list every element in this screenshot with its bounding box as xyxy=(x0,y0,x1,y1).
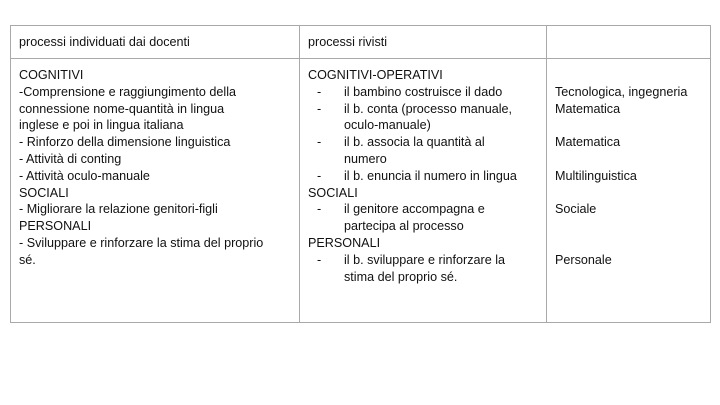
col2-line xyxy=(308,269,517,286)
col3-line: Multilinguistica xyxy=(555,168,637,183)
column-divider-1 xyxy=(299,26,300,322)
col3-line: Sociale xyxy=(555,202,597,217)
column-divider-2 xyxy=(546,26,547,322)
col2-line xyxy=(308,117,517,134)
col1-line: connessione nome-quantità in lingua xyxy=(19,101,225,116)
col2-line xyxy=(308,218,517,235)
col2-line-text: il b. associa la quantità al xyxy=(344,135,485,150)
col2-line xyxy=(308,201,517,218)
col1-line: - Attività di conting xyxy=(19,151,122,166)
col1-line: sé. xyxy=(19,252,36,267)
list-dash: - xyxy=(317,101,322,116)
col3-line xyxy=(555,67,687,84)
col2-line-text: il b. sviluppare e rinforzare la xyxy=(344,252,505,267)
col2-line xyxy=(308,252,517,269)
col3-line xyxy=(555,151,687,168)
col3-line xyxy=(555,218,687,235)
col2-line-text: PERSONALI xyxy=(308,235,381,250)
column-rivisti xyxy=(308,67,517,285)
list-dash: - xyxy=(317,168,322,183)
col1-line: - Migliorare la relazione genitori-figli xyxy=(19,202,218,217)
col3-line: Personale xyxy=(555,252,612,267)
col2-line xyxy=(308,168,517,185)
col1-line: - Attività oculo-manuale xyxy=(19,168,150,183)
col2-line xyxy=(308,151,517,168)
col1-line: SOCIALI xyxy=(19,185,69,200)
header-col1: processi individuati dai docenti xyxy=(19,35,190,49)
col2-line-text: stima del proprio sé. xyxy=(344,269,458,284)
col2-line-text: numero xyxy=(344,151,387,166)
col2-line-text: il genitore accompagna e xyxy=(344,202,485,217)
col3-line: Tecnologica, ingegneria xyxy=(555,84,688,99)
col3-line: Matematica xyxy=(555,135,621,150)
col1-line: PERSONALI xyxy=(19,219,92,234)
header-col2: processi rivisti xyxy=(308,35,388,49)
col2-line-text: il b. enuncia il numero in lingua xyxy=(344,168,517,183)
col2-line-text: COGNITIVI-OPERATIVI xyxy=(308,68,443,82)
list-dash: - xyxy=(317,135,322,150)
col2-line-text: oculo-manuale) xyxy=(344,118,431,133)
list-dash: - xyxy=(317,252,322,267)
col3-line xyxy=(555,185,687,202)
col2-line-text: il b. conta (processo manuale, xyxy=(344,101,513,116)
col2-line xyxy=(308,185,517,202)
col2-line xyxy=(308,67,517,84)
column-competenze xyxy=(555,67,687,269)
col1-line: - Sviluppare e rinforzare la stima del proprio xyxy=(19,235,264,250)
col2-line-text: partecipa al processo xyxy=(344,219,464,234)
col3-line: Matematica xyxy=(555,101,621,116)
processes-table xyxy=(10,25,711,323)
col1-line: - Rinforzo della dimensione linguistica xyxy=(19,135,231,150)
col1-line: COGNITIVI xyxy=(19,68,84,82)
list-dash: - xyxy=(317,202,322,217)
list-dash: - xyxy=(317,84,322,99)
col2-line-text: SOCIALI xyxy=(308,185,358,200)
col2-line xyxy=(308,84,517,101)
col2-line xyxy=(308,134,517,151)
col2-line-text: il bambino costruisce il dado xyxy=(344,84,503,99)
col3-line xyxy=(555,117,687,134)
col2-line xyxy=(308,101,517,118)
column-docenti xyxy=(19,67,263,269)
header-divider xyxy=(11,58,710,59)
col1-line: -Comprensione e raggiungimento della xyxy=(19,84,237,99)
col1-line: inglese e poi in lingua italiana xyxy=(19,118,184,133)
col3-line xyxy=(555,235,687,252)
col2-line xyxy=(308,235,517,252)
